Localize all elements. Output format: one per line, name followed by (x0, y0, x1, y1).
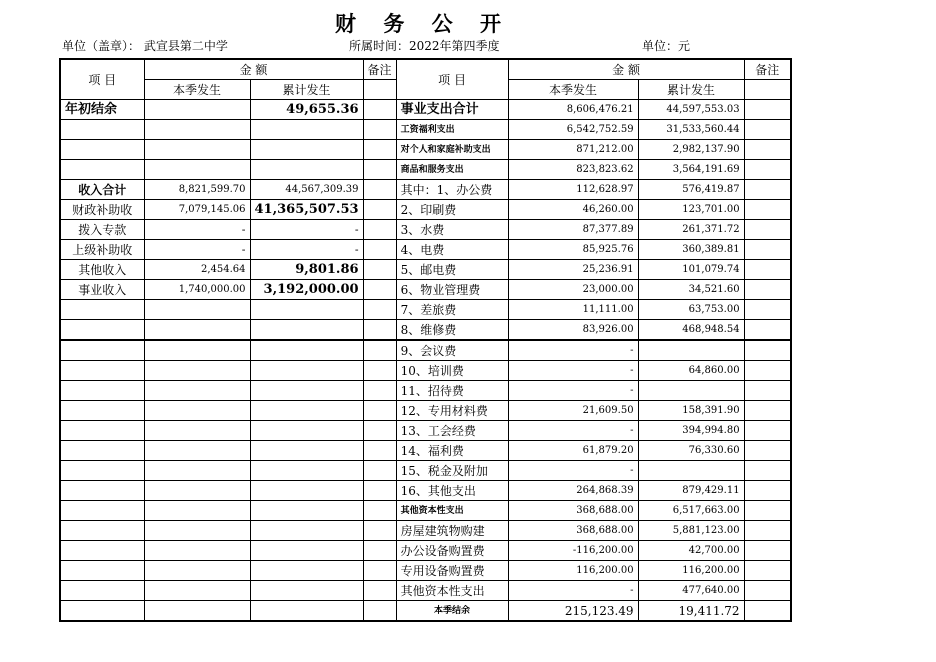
table-row (60, 220, 791, 240)
right-item-cell: 15、税金及附加 (396, 461, 508, 481)
table-row (60, 260, 791, 280)
left-remark-cell (363, 220, 396, 240)
left-cumulative-cell: 9,801.86 (250, 260, 363, 280)
left-item-cell (60, 581, 144, 601)
right-current-cell: 264,868.39 (508, 481, 638, 501)
left-remark-cell (363, 300, 396, 320)
right-cumulative-cell: 34,521.60 (638, 280, 744, 300)
left-remark-cell (363, 340, 396, 361)
right-current-cell: 368,688.00 (508, 501, 638, 521)
table-row (60, 481, 791, 501)
left-remark-cell (363, 521, 396, 541)
left-remark-cell (363, 461, 396, 481)
right-current-cell: 823,823.62 (508, 160, 638, 180)
left-remark-cell (363, 260, 396, 280)
left-remark-subheader (363, 80, 396, 100)
left-cumulative-cell (250, 441, 363, 461)
right-cumulative-cell: 879,429.11 (638, 481, 744, 501)
right-item-cell: 专用设备购置费 (396, 561, 508, 581)
left-current-cell (144, 160, 250, 180)
right-item-cell: 8、维修费 (396, 320, 508, 341)
right-remark-cell (744, 300, 791, 320)
right-remark-header: 备注 (744, 59, 791, 80)
left-item-cell: 其他收入 (60, 260, 144, 280)
right-cumulative-cell: 42,700.00 (638, 541, 744, 561)
left-item-cell: 拨入专款 (60, 220, 144, 240)
right-current-cell: 8,606,476.21 (508, 100, 638, 120)
left-item-cell (60, 300, 144, 320)
left-cumulative-cell (250, 561, 363, 581)
left-cumulative-cell (250, 340, 363, 361)
right-item-cell: 11、招待费 (396, 381, 508, 401)
left-cumulative-cell (250, 361, 363, 381)
left-current-cell (144, 300, 250, 320)
left-current-cell: - (144, 240, 250, 260)
right-remark-cell (744, 501, 791, 521)
left-current-cell (144, 501, 250, 521)
right-cumulative-cell: 576,419.87 (638, 180, 744, 200)
left-current-cell (144, 541, 250, 561)
table-row (60, 160, 791, 180)
right-cumulative-cell: 44,597,553.03 (638, 100, 744, 120)
left-item-cell (60, 481, 144, 501)
right-cumulative-cell: 63,753.00 (638, 300, 744, 320)
left-item-cell (60, 361, 144, 381)
right-cumulative-header: 累计发生 (638, 80, 744, 100)
left-cumulative-cell (250, 140, 363, 160)
left-remark-cell (363, 441, 396, 461)
left-item-cell (60, 461, 144, 481)
right-remark-cell (744, 541, 791, 561)
left-item-cell (60, 140, 144, 160)
right-cumulative-cell: 5,881,123.00 (638, 521, 744, 541)
left-remark-cell (363, 541, 396, 561)
right-remark-cell (744, 220, 791, 240)
right-item-cell: 其他资本性支出 (396, 501, 508, 521)
left-item-cell (60, 320, 144, 341)
left-cumulative-cell (250, 481, 363, 501)
right-item-cell: 其他资本性支出 (396, 581, 508, 601)
right-remark-cell (744, 120, 791, 140)
left-remark-cell (363, 601, 396, 622)
right-item-cell: 商品和服务支出 (396, 160, 508, 180)
left-item-cell (60, 401, 144, 421)
left-cumulative-header: 累计发生 (250, 80, 363, 100)
table-row (60, 521, 791, 541)
table-row (60, 120, 791, 140)
right-current-cell: - (508, 581, 638, 601)
left-current-cell: 7,079,145.06 (144, 200, 250, 220)
period-label: 所属时间：2022年第四季度 (349, 39, 500, 53)
left-cumulative-cell (250, 320, 363, 341)
left-remark-cell (363, 100, 396, 120)
table-row (60, 501, 791, 521)
table-row (60, 200, 791, 220)
left-current-cell (144, 601, 250, 622)
left-remark-cell (363, 581, 396, 601)
left-item-cell (60, 521, 144, 541)
table-row (60, 280, 791, 300)
left-item-cell: 收入合计 (60, 180, 144, 200)
right-item-header: 项 目 (396, 59, 508, 100)
right-item-cell: 6、物业管理费 (396, 280, 508, 300)
table-row (60, 180, 791, 200)
right-item-cell: 16、其他支出 (396, 481, 508, 501)
right-current-cell: 871,212.00 (508, 140, 638, 160)
right-current-cell: 116,200.00 (508, 561, 638, 581)
table-row (60, 381, 791, 401)
right-cumulative-cell: 261,371.72 (638, 220, 744, 240)
right-current-cell: 368,688.00 (508, 521, 638, 541)
right-current-cell: 112,628.97 (508, 180, 638, 200)
right-remark-cell (744, 521, 791, 541)
left-current-cell (144, 100, 250, 120)
left-remark-cell (363, 140, 396, 160)
left-remark-cell (363, 361, 396, 381)
left-current-cell: 2,454.64 (144, 260, 250, 280)
right-remark-cell (744, 381, 791, 401)
right-item-cell: 10、培训费 (396, 361, 508, 381)
left-remark-cell (363, 320, 396, 341)
left-current-cell (144, 481, 250, 501)
right-current-cell: - (508, 340, 638, 361)
right-cumulative-cell: 2,982,137.90 (638, 140, 744, 160)
left-current-cell (144, 581, 250, 601)
left-item-header: 项 目 (60, 59, 144, 100)
right-cumulative-cell (638, 381, 744, 401)
left-item-cell (60, 340, 144, 361)
table-row (60, 320, 791, 341)
right-remark-cell (744, 180, 791, 200)
left-cumulative-cell (250, 501, 363, 521)
right-amount-header: 金 额 (508, 59, 744, 80)
table-row (60, 240, 791, 260)
right-current-cell: 87,377.89 (508, 220, 638, 240)
right-remark-cell (744, 481, 791, 501)
right-current-cell: - (508, 421, 638, 441)
left-remark-cell (363, 180, 396, 200)
left-remark-cell (363, 120, 396, 140)
left-cumulative-cell (250, 581, 363, 601)
left-cumulative-cell (250, 601, 363, 622)
right-remark-cell (744, 140, 791, 160)
right-remark-cell (744, 441, 791, 461)
left-current-cell (144, 421, 250, 441)
left-cumulative-cell: 3,192,000.00 (250, 280, 363, 300)
right-cumulative-cell (638, 461, 744, 481)
right-item-cell: 事业支出合计 (396, 100, 508, 120)
left-cumulative-cell: - (250, 240, 363, 260)
right-item-cell: 其中：1、办公费 (396, 180, 508, 200)
right-current-cell: 23,000.00 (508, 280, 638, 300)
right-current-cell: -116,200.00 (508, 541, 638, 561)
left-current-cell (144, 521, 250, 541)
right-current-cell: 11,111.00 (508, 300, 638, 320)
left-current-cell: 1,740,000.00 (144, 280, 250, 300)
right-current-cell: 83,926.00 (508, 320, 638, 341)
table-row (60, 561, 791, 581)
left-cumulative-cell: 49,655.36 (250, 100, 363, 120)
right-item-cell: 5、邮电费 (396, 260, 508, 280)
left-remark-cell (363, 160, 396, 180)
right-item-cell: 房屋建筑物购建 (396, 521, 508, 541)
right-remark-cell (744, 260, 791, 280)
table-row (60, 461, 791, 481)
right-current-cell: 21,609.50 (508, 401, 638, 421)
right-remark-cell (744, 100, 791, 120)
left-cumulative-cell (250, 521, 363, 541)
left-cumulative-cell: 44,567,309.39 (250, 180, 363, 200)
left-item-cell: 财政补助收 (60, 200, 144, 220)
left-remark-cell (363, 561, 396, 581)
left-item-cell (60, 381, 144, 401)
left-current-cell (144, 320, 250, 341)
right-item-cell: 7、差旅费 (396, 300, 508, 320)
left-current-cell (144, 461, 250, 481)
right-cumulative-cell: 76,330.60 (638, 441, 744, 461)
right-remark-cell (744, 160, 791, 180)
left-current-cell (144, 401, 250, 421)
left-remark-cell (363, 280, 396, 300)
report-title: 财 务 公 开 (335, 12, 511, 36)
left-item-cell (60, 120, 144, 140)
right-remark-cell (744, 421, 791, 441)
left-current-cell (144, 561, 250, 581)
right-item-cell: 3、水费 (396, 220, 508, 240)
right-current-cell: 85,925.76 (508, 240, 638, 260)
left-cumulative-cell (250, 401, 363, 421)
table-row (60, 361, 791, 381)
right-item-cell: 13、工会经费 (396, 421, 508, 441)
right-remark-cell (744, 361, 791, 381)
right-cumulative-cell: 394,994.80 (638, 421, 744, 441)
right-current-cell: 6,542,752.59 (508, 120, 638, 140)
right-remark-cell (744, 340, 791, 361)
right-item-cell: 办公设备购置费 (396, 541, 508, 561)
table-row (60, 581, 791, 601)
left-cumulative-cell: 41,365,507.53 (250, 200, 363, 220)
table-row (60, 601, 791, 622)
left-amount-header: 金 额 (144, 59, 363, 80)
left-remark-cell (363, 401, 396, 421)
right-cumulative-cell: 64,860.00 (638, 361, 744, 381)
left-current-cell (144, 340, 250, 361)
right-cumulative-cell: 101,079.74 (638, 260, 744, 280)
unit-label: 单位（盖章）： 武宣县第二中学 (62, 39, 228, 53)
right-cumulative-cell: 19,411.72 (638, 601, 744, 622)
table-row (60, 401, 791, 421)
left-current-cell (144, 140, 250, 160)
right-remark-cell (744, 280, 791, 300)
left-current-cell (144, 361, 250, 381)
left-item-cell (60, 561, 144, 581)
left-item-cell: 年初结余 (60, 100, 144, 120)
left-cumulative-cell (250, 160, 363, 180)
left-remark-cell (363, 421, 396, 441)
table-row (60, 100, 791, 120)
right-current-cell: - (508, 361, 638, 381)
currency-label: 单位：元 (642, 39, 691, 53)
left-cumulative-cell (250, 541, 363, 561)
left-remark-cell (363, 481, 396, 501)
left-cumulative-cell: - (250, 220, 363, 240)
table-row (60, 541, 791, 561)
right-item-cell: 4、电费 (396, 240, 508, 260)
left-item-cell (60, 601, 144, 622)
right-cumulative-cell: 6,517,663.00 (638, 501, 744, 521)
table-row (60, 441, 791, 461)
left-item-cell: 上级补助收 (60, 240, 144, 260)
left-item-cell (60, 501, 144, 521)
right-cumulative-cell (638, 340, 744, 361)
right-cumulative-cell: 3,564,191.69 (638, 160, 744, 180)
right-cumulative-cell: 116,200.00 (638, 561, 744, 581)
left-remark-cell (363, 381, 396, 401)
right-current-cell: 25,236.91 (508, 260, 638, 280)
right-item-cell: 12、专用材料费 (396, 401, 508, 421)
right-cumulative-cell: 158,391.90 (638, 401, 744, 421)
left-item-cell (60, 541, 144, 561)
left-item-cell (60, 441, 144, 461)
left-current-cell (144, 120, 250, 140)
table-row (60, 340, 791, 361)
right-current-header: 本季发生 (508, 80, 638, 100)
right-remark-cell (744, 581, 791, 601)
right-cumulative-cell: 477,640.00 (638, 581, 744, 601)
left-cumulative-cell (250, 300, 363, 320)
right-remark-cell (744, 240, 791, 260)
left-cumulative-cell (250, 421, 363, 441)
finance-table (59, 58, 792, 622)
right-remark-cell (744, 461, 791, 481)
left-current-cell (144, 381, 250, 401)
left-item-cell (60, 421, 144, 441)
left-current-cell: 8,821,599.70 (144, 180, 250, 200)
left-cumulative-cell (250, 461, 363, 481)
left-remark-cell (363, 200, 396, 220)
right-remark-cell (744, 601, 791, 622)
right-current-cell: 215,123.49 (508, 601, 638, 622)
left-item-cell (60, 160, 144, 180)
right-remark-cell (744, 200, 791, 220)
right-remark-cell (744, 561, 791, 581)
right-item-cell: 对个人和家庭补助支出 (396, 140, 508, 160)
right-item-cell: 2、印刷费 (396, 200, 508, 220)
left-current-header: 本季发生 (144, 80, 250, 100)
table-row (60, 300, 791, 320)
right-cumulative-cell: 31,533,560.44 (638, 120, 744, 140)
left-cumulative-cell (250, 120, 363, 140)
left-remark-cell (363, 501, 396, 521)
left-remark-cell (363, 240, 396, 260)
left-current-cell: - (144, 220, 250, 240)
right-current-cell: 61,879.20 (508, 441, 638, 461)
left-remark-header: 备注 (363, 59, 396, 80)
table-row (60, 140, 791, 160)
left-current-cell (144, 441, 250, 461)
right-remark-cell (744, 401, 791, 421)
right-current-cell: - (508, 461, 638, 481)
right-item-cell: 9、会议费 (396, 340, 508, 361)
right-item-cell: 14、福利费 (396, 441, 508, 461)
table-row (60, 421, 791, 441)
left-item-cell: 事业收入 (60, 280, 144, 300)
left-cumulative-cell (250, 381, 363, 401)
right-item-cell: 本季结余 (396, 601, 508, 622)
right-current-cell: 46,260.00 (508, 200, 638, 220)
right-item-cell: 工资福利支出 (396, 120, 508, 140)
right-remark-subheader (744, 80, 791, 100)
right-cumulative-cell: 123,701.00 (638, 200, 744, 220)
right-cumulative-cell: 468,948.54 (638, 320, 744, 341)
right-cumulative-cell: 360,389.81 (638, 240, 744, 260)
right-remark-cell (744, 320, 791, 341)
right-current-cell: - (508, 381, 638, 401)
